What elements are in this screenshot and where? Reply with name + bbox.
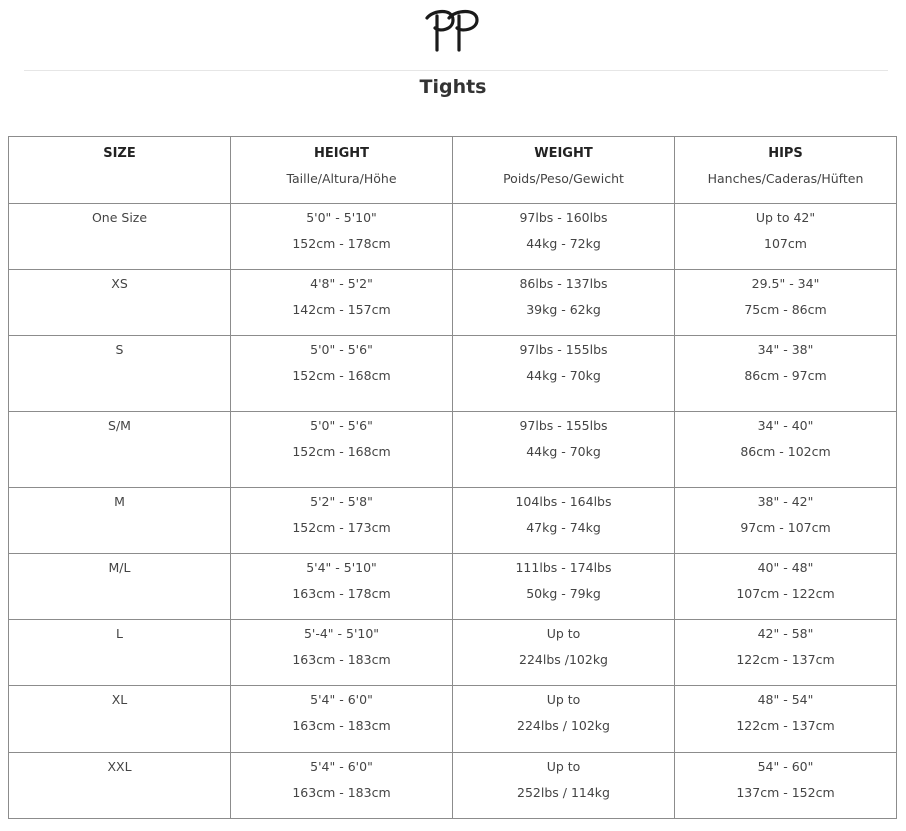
hips-imperial: 29.5" - 34" — [751, 276, 820, 291]
hips-imperial: 34" - 40" — [757, 418, 814, 433]
size-cell — [9, 204, 231, 270]
weight-metric: 39kg - 62kg — [526, 302, 601, 317]
header-hips — [675, 137, 897, 204]
size-label: XL — [111, 692, 128, 707]
size-label: M — [114, 494, 125, 509]
height-imperial: 5'0" - 5'10" — [306, 210, 377, 225]
weight-imperial: 97lbs - 155lbs — [519, 418, 608, 433]
weight-cell — [453, 620, 675, 686]
size-cell — [9, 488, 231, 554]
hips-cell — [675, 336, 897, 412]
header-size — [9, 137, 231, 204]
hips-cell — [675, 412, 897, 488]
weight-metric: 50kg - 79kg — [526, 586, 601, 601]
height-imperial: 5'4" - 6'0" — [310, 759, 373, 774]
page-title: Tights — [419, 76, 487, 98]
weight-cell — [453, 753, 675, 819]
size-cell — [9, 412, 231, 488]
pp-monogram-logo — [423, 6, 487, 54]
height-metric: 152cm - 173cm — [292, 520, 391, 535]
header-size-title: SIZE — [103, 146, 136, 161]
size-cell — [9, 336, 231, 412]
height-metric: 142cm - 157cm — [292, 302, 391, 317]
weight-metric: 44kg - 70kg — [526, 368, 601, 383]
height-cell — [231, 488, 453, 554]
height-cell — [231, 270, 453, 336]
hips-cell — [675, 270, 897, 336]
hips-cell — [675, 204, 897, 270]
weight-imperial: 86lbs - 137lbs — [519, 276, 608, 291]
hips-imperial: 48" - 54" — [757, 692, 814, 707]
hips-cell — [675, 686, 897, 753]
header-height-title: HEIGHT — [313, 146, 369, 161]
header-hips-title: HIPS — [768, 146, 803, 161]
weight-imperial: Up to — [546, 626, 581, 641]
header-height-subtitle: Taille/Altura/Höhe — [286, 171, 397, 186]
height-metric: 152cm - 168cm — [292, 368, 391, 383]
hips-metric: 107cm — [764, 236, 807, 251]
height-cell — [231, 412, 453, 488]
table-body — [9, 204, 897, 819]
table-row — [9, 412, 897, 488]
hips-metric: 122cm - 137cm — [736, 652, 835, 667]
header-weight-subtitle: Poids/Peso/Gewicht — [503, 171, 624, 186]
height-cell — [231, 753, 453, 819]
hips-metric: 86cm - 97cm — [744, 368, 827, 383]
header-weight-title: WEIGHT — [534, 146, 593, 161]
hips-imperial: 42" - 58" — [757, 626, 814, 641]
weight-cell — [453, 336, 675, 412]
table-row — [9, 753, 897, 819]
table-row — [9, 270, 897, 336]
header-weight — [453, 137, 675, 204]
weight-metric: 47kg - 74kg — [526, 520, 601, 535]
height-imperial: 5'0" - 5'6" — [310, 342, 373, 357]
height-imperial: 5'4" - 5'10" — [306, 560, 377, 575]
hips-metric: 137cm - 152cm — [736, 785, 835, 800]
height-metric: 163cm - 178cm — [292, 586, 391, 601]
size-cell — [9, 620, 231, 686]
size-label: One Size — [91, 210, 148, 225]
height-cell — [231, 620, 453, 686]
weight-imperial: Up to — [546, 692, 581, 707]
weight-cell — [453, 270, 675, 336]
weight-metric: 44kg - 72kg — [526, 236, 601, 251]
size-chart-table — [8, 136, 897, 819]
weight-metric: 224lbs / 102kg — [517, 718, 610, 733]
table-row — [9, 336, 897, 412]
weight-cell — [453, 204, 675, 270]
hips-metric: 75cm - 86cm — [744, 302, 827, 317]
size-label: M/L — [108, 560, 131, 575]
hips-cell — [675, 753, 897, 819]
hips-metric: 97cm - 107cm — [740, 520, 831, 535]
table-row — [9, 204, 897, 270]
hips-imperial: 54" - 60" — [757, 759, 814, 774]
height-metric: 163cm - 183cm — [292, 652, 391, 667]
height-imperial: 5'2" - 5'8" — [310, 494, 373, 509]
header-height — [231, 137, 453, 204]
hips-imperial: 40" - 48" — [757, 560, 814, 575]
table-row — [9, 554, 897, 620]
size-cell — [9, 753, 231, 819]
weight-metric: 44kg - 70kg — [526, 444, 601, 459]
size-label: S/M — [108, 418, 131, 433]
size-cell — [9, 270, 231, 336]
hips-imperial: 34" - 38" — [757, 342, 814, 357]
hips-cell — [675, 620, 897, 686]
height-metric: 152cm - 168cm — [292, 444, 391, 459]
hips-imperial: Up to 42" — [755, 210, 816, 225]
weight-metric: 252lbs / 114kg — [517, 785, 610, 800]
table-row — [9, 488, 897, 554]
hips-cell — [675, 554, 897, 620]
height-cell — [231, 336, 453, 412]
height-metric: 163cm - 183cm — [292, 718, 391, 733]
size-cell — [9, 554, 231, 620]
table-row — [9, 686, 897, 753]
weight-cell — [453, 412, 675, 488]
height-imperial: 4'8" - 5'2" — [310, 276, 373, 291]
weight-cell — [453, 488, 675, 554]
size-label: XS — [111, 276, 128, 291]
weight-imperial: 111lbs - 174lbs — [515, 560, 612, 575]
weight-cell — [453, 554, 675, 620]
weight-metric: 224lbs /102kg — [519, 652, 608, 667]
hips-metric: 107cm - 122cm — [736, 586, 835, 601]
size-cell — [9, 686, 231, 753]
size-label: XXL — [107, 759, 132, 774]
height-imperial: 5'0" - 5'6" — [310, 418, 373, 433]
height-imperial: 5'-4" - 5'10" — [303, 626, 380, 641]
weight-cell — [453, 686, 675, 753]
height-cell — [231, 686, 453, 753]
weight-imperial: 97lbs - 155lbs — [519, 342, 608, 357]
weight-imperial: Up to — [546, 759, 581, 774]
size-label: S — [115, 342, 124, 357]
hips-cell — [675, 488, 897, 554]
table-row — [9, 620, 897, 686]
size-label: L — [116, 626, 123, 641]
weight-imperial: 97lbs - 160lbs — [519, 210, 608, 225]
header-hips-subtitle: Hanches/Caderas/Hüften — [707, 171, 864, 186]
height-cell — [231, 204, 453, 270]
hips-imperial: 38" - 42" — [757, 494, 814, 509]
height-imperial: 5'4" - 6'0" — [310, 692, 373, 707]
table-header-row — [9, 137, 897, 204]
hips-metric: 86cm - 102cm — [740, 444, 831, 459]
height-cell — [231, 554, 453, 620]
header-divider — [24, 70, 888, 71]
hips-metric: 122cm - 137cm — [736, 718, 835, 733]
height-metric: 152cm - 178cm — [292, 236, 391, 251]
height-metric: 163cm - 183cm — [292, 785, 391, 800]
weight-imperial: 104lbs - 164lbs — [515, 494, 612, 509]
